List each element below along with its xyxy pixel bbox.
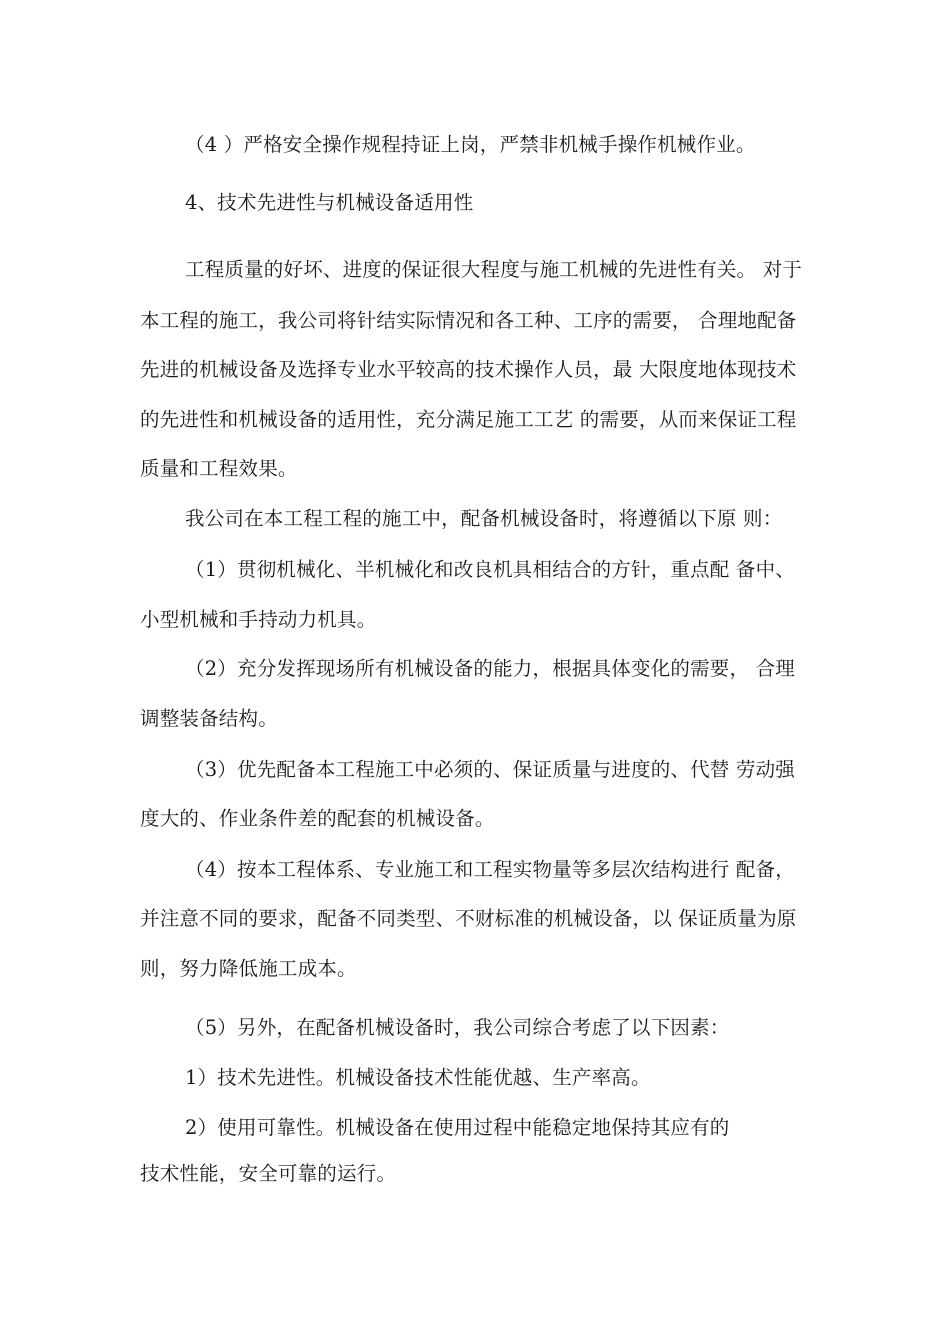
list-item-line: 技术性能，安全可靠的运行。 [140, 1162, 397, 1185]
list-item-line: 小型机械和手持动力机具。 [140, 608, 377, 631]
list-item-line: 1）技术先进性。机械设备技术性能优越、生产率高。 [185, 1066, 651, 1089]
paragraph-line: 工程质量的好坏、进度的保证很大程度与施工机械的先进性有关。 对于 [185, 258, 803, 281]
list-item-line: （1）贯彻机械化、半机械化和改良机具相结合的方针，重点配 备中、 [185, 558, 796, 581]
list-item-line: 并注意不同的要求，配备不同类型、不财标准的机械设备，以 保证质量为原 [140, 907, 797, 930]
text-line-safety-rule: （4 ）严格安全操作规程持证上岗，严禁非机械手操作机械作业。 [185, 133, 756, 156]
section-heading: 4、技术先进性与机械设备适用性 [185, 191, 474, 214]
list-item-line: （2）充分发挥现场所有机械设备的能力，根据具体变化的需要， 合理 [185, 657, 796, 680]
paragraph-line: 先进的机械设备及选择专业水平较高的技术操作人员，最 大限度地体现技术 [140, 358, 797, 381]
paragraph-line: 我公司在本工程工程的施工中，配备机械设备时，将遵循以下原 则： [185, 507, 783, 530]
list-item-line: （5）另外，在配备机械设备时，我公司综合考虑了以下因素： [185, 1016, 730, 1039]
list-item-line: 2）使用可靠性。机械设备在使用过程中能稳定地保持其应有的 [185, 1116, 730, 1139]
list-item-line: （3）优先配备本工程施工中必须的、保证质量与进度的、代替 劳动强 [185, 758, 796, 781]
paragraph-line: 质量和工程效果。 [140, 457, 298, 480]
list-item-line: （4）按本工程体系、专业施工和工程实物量等多层次结构进行 配备， [185, 858, 796, 881]
paragraph-line: 的先进性和机械设备的适用性，充分满足施工工艺 的需要，从而来保证工程 [140, 408, 797, 431]
list-item-line: 则，努力降低施工成本。 [140, 957, 357, 980]
list-item-line: 度大的、作业条件差的配套的机械设备。 [140, 807, 495, 830]
paragraph-line: 本工程的施工，我公司将针结实际情况和各工种、工序的需要， 合理地配备 [140, 309, 797, 332]
list-item-line: 调整装备结构。 [140, 707, 278, 730]
